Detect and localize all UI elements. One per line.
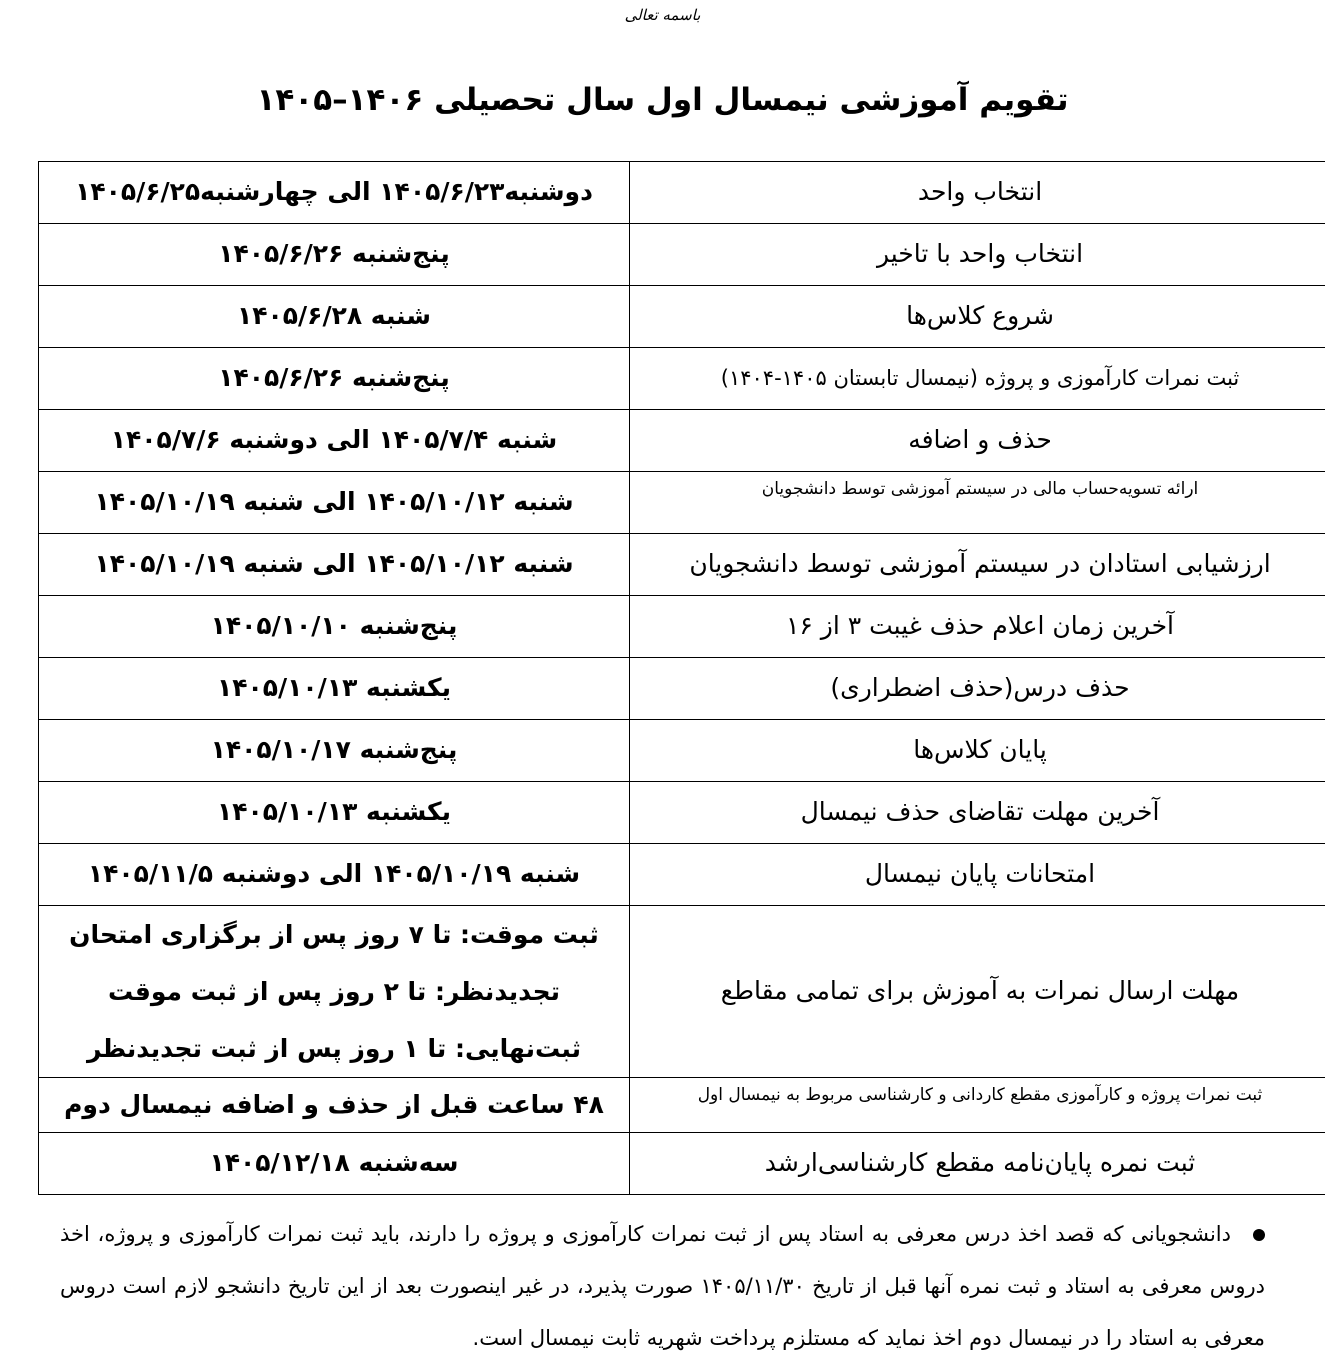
date-cell: شنبه ۱۴۰۵/۱۰/۱۲ الی شنبه ۱۴۰۵/۱۰/۱۹ (39, 534, 630, 596)
table-row (39, 906, 1325, 1078)
date-cell (39, 906, 630, 1078)
date-cell: شنبه ۱۴۰۵/۱۰/۱۲ الی شنبه ۱۴۰۵/۱۰/۱۹ (39, 472, 630, 534)
event-cell: انتخاب واحد با تاخیر (630, 224, 1325, 286)
event-cell: شروع کلاس‌ها (630, 286, 1325, 348)
grades-line: تجدیدنظر: تا ۲ روز پس از ثبت موقت (108, 977, 560, 1006)
event-cell: حذف و اضافه (630, 410, 1325, 472)
table-row (39, 782, 1325, 844)
date-cell: سه‌شنبه ۱۴۰۵/۱۲/۱۸ (39, 1133, 630, 1195)
event-cell: مهلت ارسال نمرات به آموزش برای تمامی مقاطع (630, 906, 1325, 1078)
table-row (39, 534, 1325, 596)
table-row (39, 286, 1325, 348)
event-cell: امتحانات پایان نیمسال (630, 844, 1325, 906)
date-cell: پنج‌شنبه ۱۴۰۵/۱۰/۱۰ (39, 596, 630, 658)
table-row (39, 472, 1325, 534)
event-cell: آخرین مهلت تقاضای حذف نیمسال (630, 782, 1325, 844)
table-row (39, 348, 1325, 410)
date-cell: ۴۸ ساعت قبل از حذف و اضافه نیمسال دوم (39, 1078, 630, 1133)
table-row (39, 596, 1325, 658)
footnote (60, 1208, 1265, 1364)
event-cell: انتخاب واحد (630, 162, 1325, 224)
grades-line: ثبت‌نهایی: تا ۱ روز پس از ثبت تجدیدنظر (86, 1034, 582, 1063)
event-cell: ثبت نمرات کارآموزی و پروژه (نیمسال تابستان ۱۴۰۵-۱۴۰۴) (630, 348, 1325, 410)
date-cell: پنج‌شنبه ۱۴۰۵/۱۰/۱۷ (39, 720, 630, 782)
event-cell: ارزشیابی استادان در سیستم آموزشی توسط دانشجویان (630, 534, 1325, 596)
event-cell: پایان کلاس‌ها (630, 720, 1325, 782)
table-row (39, 1078, 1325, 1133)
table-row (39, 844, 1325, 906)
bullet-icon (1253, 1229, 1265, 1241)
table-row (39, 720, 1325, 782)
calendar-table (38, 161, 1325, 1195)
date-cell: پنج‌شنبه ۱۴۰۵/۶/۲۶ (39, 348, 630, 410)
event-cell: ثبت نمره پایان‌نامه مقطع کارشناسی‌ارشد (630, 1133, 1325, 1195)
table-row (39, 162, 1325, 224)
date-cell: یکشنبه ۱۴۰۵/۱۰/۱۳ (39, 658, 630, 720)
date-cell: شنبه ۱۴۰۵/۱۰/۱۹ الی دوشنبه ۱۴۰۵/۱۱/۵ (39, 844, 630, 906)
date-cell: شنبه ۱۴۰۵/۶/۲۸ (39, 286, 630, 348)
table-row (39, 224, 1325, 286)
date-cell: یکشنبه ۱۴۰۵/۱۰/۱۳ (39, 782, 630, 844)
date-cell: دوشنبه۱۴۰۵/۶/۲۳ الی چهارشنبه۱۴۰۵/۶/۲۵ (39, 162, 630, 224)
header-mark: باسمه تعالی (624, 6, 701, 24)
event-cell: حذف درس(حذف اضطراری) (630, 658, 1325, 720)
date-cell: پنج‌شنبه ۱۴۰۵/۶/۲۶ (39, 224, 630, 286)
table-row (39, 658, 1325, 720)
footnote-text: دانشجویانی که قصد اخذ درس معرفی به استاد پس از ثبت نمرات کارآموزی و پروژه را دارند، باید ثبت نمرات کارآموزی و پروژه، اخذ دروس معرفی به استاد و ثبت نمره آنها قبل از تاریخ ۱۴۰۵/۱۱/۳۰ صورت پذیرد، در غیر اینصورت بعد از این تاریخ دانشجو لازم است دروس معرفی به استاد را در نیمسال دوم اخذ نماید که مستلزم پرداخت شهریه ثابت نیمسال است. (60, 1222, 1266, 1350)
event-cell: آخرین زمان اعلام حذف غیبت ۳ از ۱۶ (630, 596, 1325, 658)
date-cell: شنبه ۱۴۰۵/۷/۴ الی دوشنبه ۱۴۰۵/۷/۶ (39, 410, 630, 472)
event-cell: ارائه تسویه‌حساب مالی در سیستم آموزشی توسط دانشجویان (630, 472, 1325, 534)
table-row (39, 1133, 1325, 1195)
table-row (39, 410, 1325, 472)
event-cell: ثبت نمرات پروژه و کارآموزی مقطع کاردانی و کارشناسی مربوط به نیمسال اول (630, 1078, 1325, 1133)
grades-line: ثبت موقت: تا ۷ روز پس از برگزاری امتحان (69, 920, 599, 949)
page-title: تقویم آموزشی نیمسال اول سال تحصیلی ۱۴۰۶–۱۴۰۵ (256, 82, 1069, 118)
